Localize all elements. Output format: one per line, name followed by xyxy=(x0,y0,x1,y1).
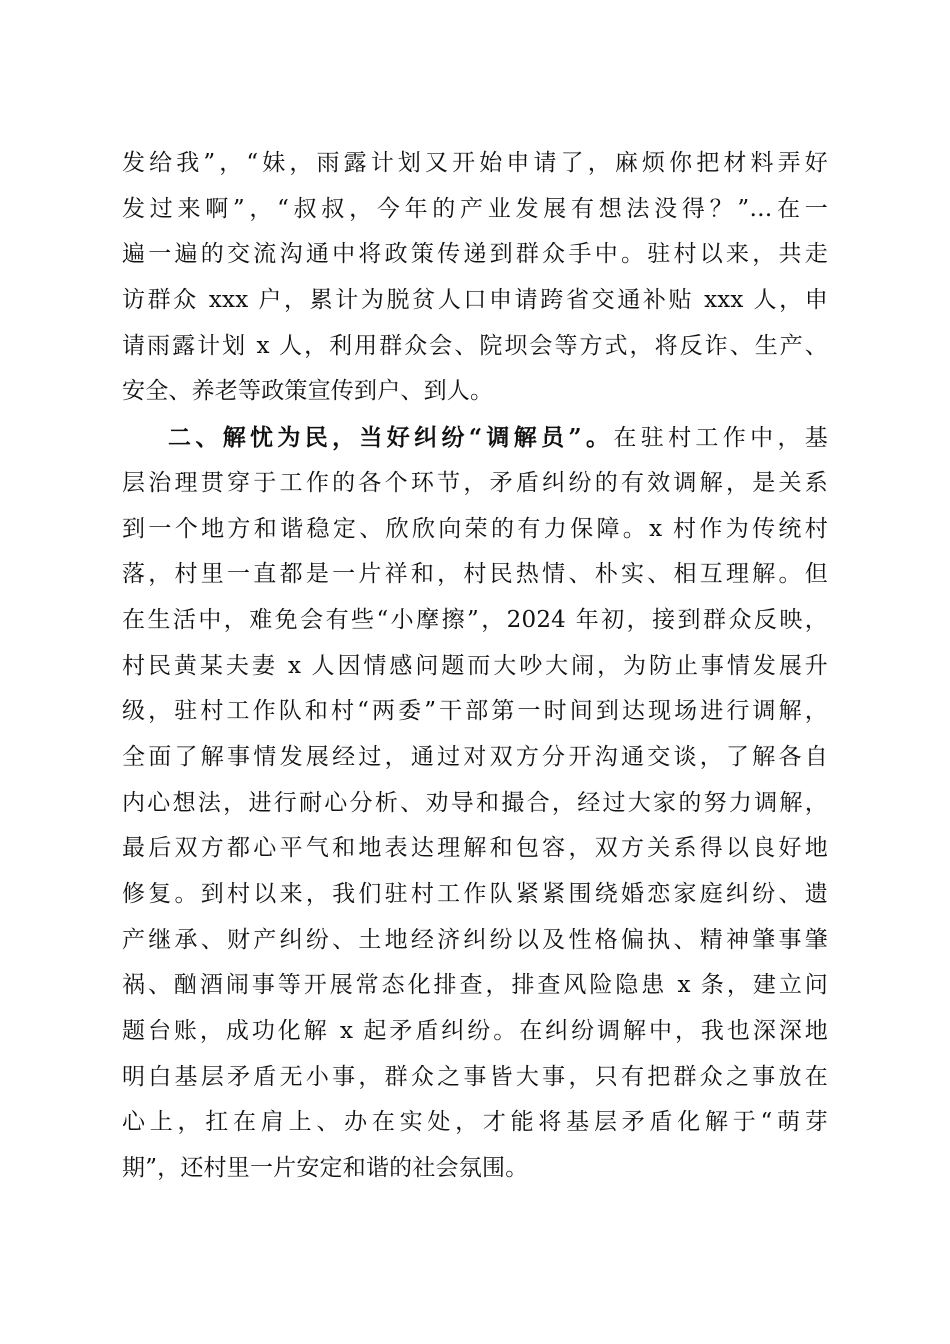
text-line: 题台账，成功化解 x 起矛盾纠纷。在纠纷调解中，我也深深地 xyxy=(122,1018,828,1045)
text-line: 发过来啊”，“叔叔，今年的产业发展有想法没得？”…在一 xyxy=(122,195,828,222)
text-line: 访群众 xxx 户，累计为脱贫人口申请跨省交通补贴 xxx 人，申 xyxy=(122,287,828,314)
text-line: 明白基层矛盾无小事，群众之事皆大事，只有把群众之事放在 xyxy=(122,1063,828,1090)
paragraph-1 xyxy=(122,141,828,415)
text-line: 到一个地方和谐稳定、欣欣向荣的有力保障。x 村作为传统村 xyxy=(122,515,828,542)
text-line: 产继承、财产纠纷、土地经济纠纷以及性格偏执、精神肇事肇 xyxy=(122,926,828,953)
text-line: 遍一遍的交流沟通中将政策传递到群众手中。驻村以来，共走 xyxy=(122,241,828,268)
text-line: 在生活中，难免会有些“小摩擦”，2024 年初，接到群众反映， xyxy=(122,606,828,633)
text-line: 请雨露计划 x 人，利用群众会、院坝会等方式，将反诈、生产、 xyxy=(122,332,828,359)
text-line: 村民黄某夫妻 x 人因情感问题而大吵大闹，为防止事情发展升 xyxy=(122,652,828,679)
text-line: 全面了解事情发展经过，通过对双方分开沟通交谈，了解各自 xyxy=(122,743,828,770)
text-line-first xyxy=(122,415,828,461)
heading-line-rest: 在驻村工作中，基 xyxy=(613,425,829,452)
text-line: 心上，扛在肩上、办在实处，才能将基层矛盾化解于“萌芽 xyxy=(122,1109,828,1136)
text-line: 最后双方都心平气和地表达理解和包容，双方关系得以良好地 xyxy=(122,835,828,862)
text-line: 层治理贯穿于工作的各个环节，矛盾纠纷的有效调解，是关系 xyxy=(122,469,828,496)
text-line: 安全、养老等政策宣传到户、到人。 xyxy=(122,378,494,405)
text-line: 发给我”，“妹，雨露计划又开始申请了，麻烦你把材料弄好 xyxy=(122,150,828,176)
text-line: 期”，还村里一片安定和谐的社会氛围。 xyxy=(122,1155,529,1182)
text-line: 修复。到村以来，我们驻村工作队紧紧围绕婚恋家庭纠纷、遗 xyxy=(122,881,828,907)
paragraph-2 xyxy=(122,415,828,1192)
text-line: 级，驻村工作队和村“两委”干部第一时间到达现场进行调解， xyxy=(122,698,828,725)
text-line: 落，村里一直都是一片祥和，村民热情、朴实、相互理解。但 xyxy=(122,561,828,588)
text-line: 内心想法，进行耐心分析、劝导和撮合，经过大家的努力调解， xyxy=(122,789,828,816)
section-heading: 二、解忧为民，当好纠纷“调解员”。 xyxy=(168,424,614,452)
text-line: 祸、酗酒闹事等开展常态化排查，排查风险隐患 x 条，建立问 xyxy=(122,972,828,999)
document-body xyxy=(122,141,828,1192)
